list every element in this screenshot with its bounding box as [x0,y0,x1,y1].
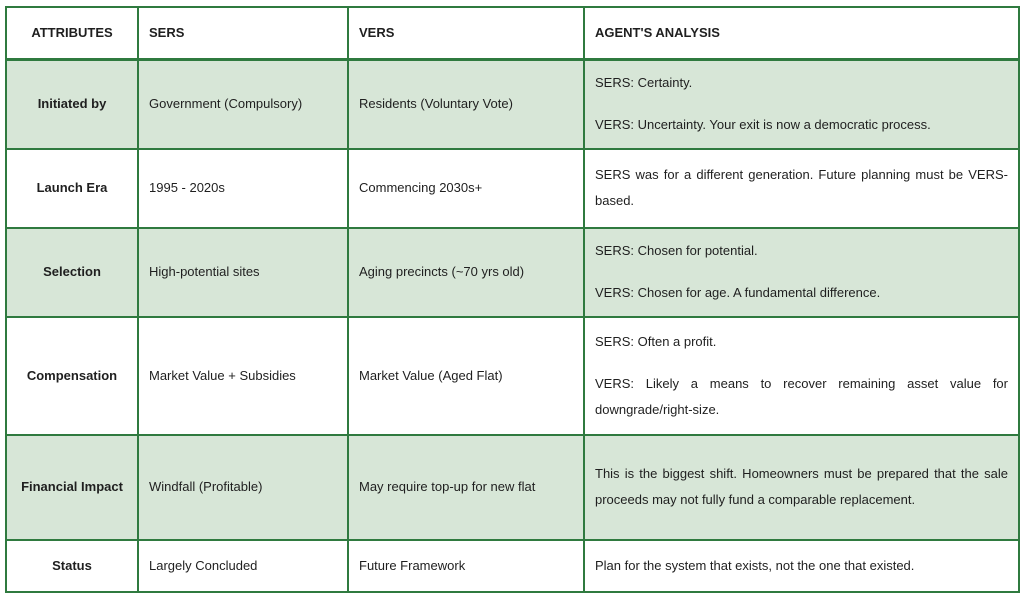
row-sers-cell: 1995 - 2020s [138,149,348,228]
analysis-text: This is the biggest shift. Homeowners must be prepared that the sale proceeds may not fully fund a comparable replacement. [595,466,1008,507]
row-sers-cell: Market Value + Subsidies [138,317,348,435]
row-analysis-cell [584,540,1019,592]
analysis-text: VERS: Chosen for age. A fundamental difference. [595,285,881,300]
analysis-text: SERS: Often a profit. [595,333,717,349]
row-vers-cell: Residents (Voluntary Vote) [348,60,584,149]
analysis-text: SERS: Certainty. [595,75,693,91]
header-agents-analysis: AGENT'S ANALYSIS [584,7,1019,60]
sers-vers-comparison-table [5,6,1020,593]
comparison-table-container [5,6,1020,593]
row-sers-cell: Windfall (Profitable) [138,435,348,540]
row-analysis-cell [584,149,1019,228]
analysis-text: VERS: Uncertainty. Your exit is now a democratic process. [595,117,931,133]
table-row [6,149,1019,228]
row-sers-cell: Government (Compulsory) [138,60,348,149]
row-vers-cell: Future Framework [348,540,584,592]
header-vers: VERS [348,7,584,60]
row-vers-cell: Commencing 2030s+ [348,149,584,228]
table-header [6,7,1019,60]
table-row [6,540,1019,592]
row-attribute: Financial Impact [6,435,138,540]
table-body [6,60,1019,592]
table-row [6,60,1019,149]
row-analysis-cell [584,317,1019,435]
analysis-text: SERS: Chosen for potential. [595,243,758,258]
row-analysis-cell [584,60,1019,149]
table-row [6,435,1019,540]
row-attribute: Status [6,540,138,592]
row-analysis-cell [584,228,1019,317]
row-vers-cell: May require top-up for new flat [348,435,584,540]
row-attribute: Compensation [6,317,138,435]
analysis-text: SERS was for a different generation. Future planning must be VERS-based. [595,167,1008,208]
row-analysis-cell [584,435,1019,540]
row-attribute: Launch Era [6,149,138,228]
table-row [6,228,1019,317]
analysis-text: VERS: Likely a means to recover remaining asset value for downgrade/right-size. [595,375,1008,417]
row-sers-cell: Largely Concluded [138,540,348,592]
row-attribute: Initiated by [6,60,138,149]
header-sers: SERS [138,7,348,60]
row-sers-cell: High-potential sites [138,228,348,317]
analysis-text: Plan for the system that exists, not the one that existed. [595,557,915,573]
header-row [6,7,1019,60]
table-row [6,317,1019,435]
row-vers-cell: Market Value (Aged Flat) [348,317,584,435]
header-attributes: ATTRIBUTES [6,7,138,60]
row-vers-cell: Aging precincts (~70 yrs old) [348,228,584,317]
row-attribute: Selection [6,228,138,317]
